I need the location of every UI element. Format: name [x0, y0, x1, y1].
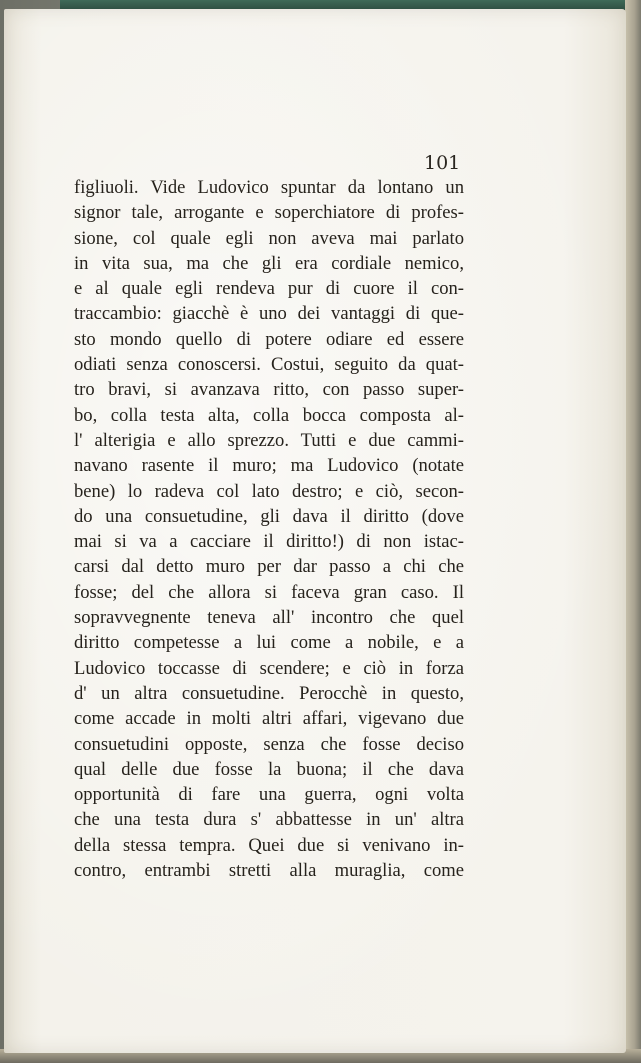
text-line: diritto competesse a lui come a nobile, e a: [74, 632, 464, 654]
text-line: contro, entrambi stretti alla muraglia, come: [74, 860, 464, 882]
text-line: che una testa dura s' abbattesse in un' altra: [74, 809, 464, 831]
text-line: della stessa tempra. Quei due si venivano in-: [74, 834, 464, 856]
text-line: do una consuetudine, gli dava il diritto (dove: [74, 505, 464, 527]
body-text: [74, 175, 464, 883]
page-number: 101: [424, 152, 461, 174]
text-line: bo, colla testa alta, colla bocca composta al-: [74, 404, 464, 426]
text-line: Ludovico toccasse di scendere; e ciò in forza: [74, 657, 464, 679]
text-line: signor tale, arrogante e soperchiatore di profes-: [74, 202, 464, 224]
text-line: consuetudini opposte, senza che fosse deciso: [74, 733, 464, 755]
text-line: sione, col quale egli non aveva mai parlato: [74, 227, 464, 249]
text-line: tro bravi, si avanzava ritto, con passo super-: [74, 379, 464, 401]
text-line: d' un altra consuetudine. Perocchè in questo,: [74, 682, 464, 704]
text-line: e al quale egli rendeva pur di cuore il con-: [74, 278, 464, 300]
text-line: opportunità di fare una guerra, ogni volta: [74, 784, 464, 806]
text-line: carsi dal detto muro per dar passo a chi che: [74, 556, 464, 578]
text-line: l' alterigia e allo sprezzo. Tutti e due cammi-: [74, 429, 464, 451]
text-line: navano rasente il muro; ma Ludovico (notate: [74, 455, 464, 477]
text-line: sto mondo quello di potere odiare ed essere: [74, 328, 464, 350]
text-line: qual delle due fosse la buona; il che dava: [74, 758, 464, 780]
text-line: odiati senza conoscersi. Costui, seguito da quat-: [74, 354, 464, 376]
text-line: figliuoli. Vide Ludovico spuntar da lontano un: [74, 177, 464, 198]
text-line: sopravvegnente teneva all' incontro che quel: [74, 607, 464, 629]
text-line: traccambio: giacchè è uno dei vantaggi di que-: [74, 303, 464, 325]
text-line: mai si va a cacciare il diritto!) di non istac-: [74, 531, 464, 553]
text-line: in vita sua, ma che gli era cordiale nemico,: [74, 252, 464, 274]
text-line: fosse; del che allora si faceva gran caso. Il: [74, 581, 464, 603]
page-stack-edge: [625, 0, 641, 1063]
text-line: bene) lo radeva col lato destro; e ciò, secon-: [74, 480, 464, 502]
text-line: come accade in molti altri affari, vigevano due: [74, 708, 464, 730]
